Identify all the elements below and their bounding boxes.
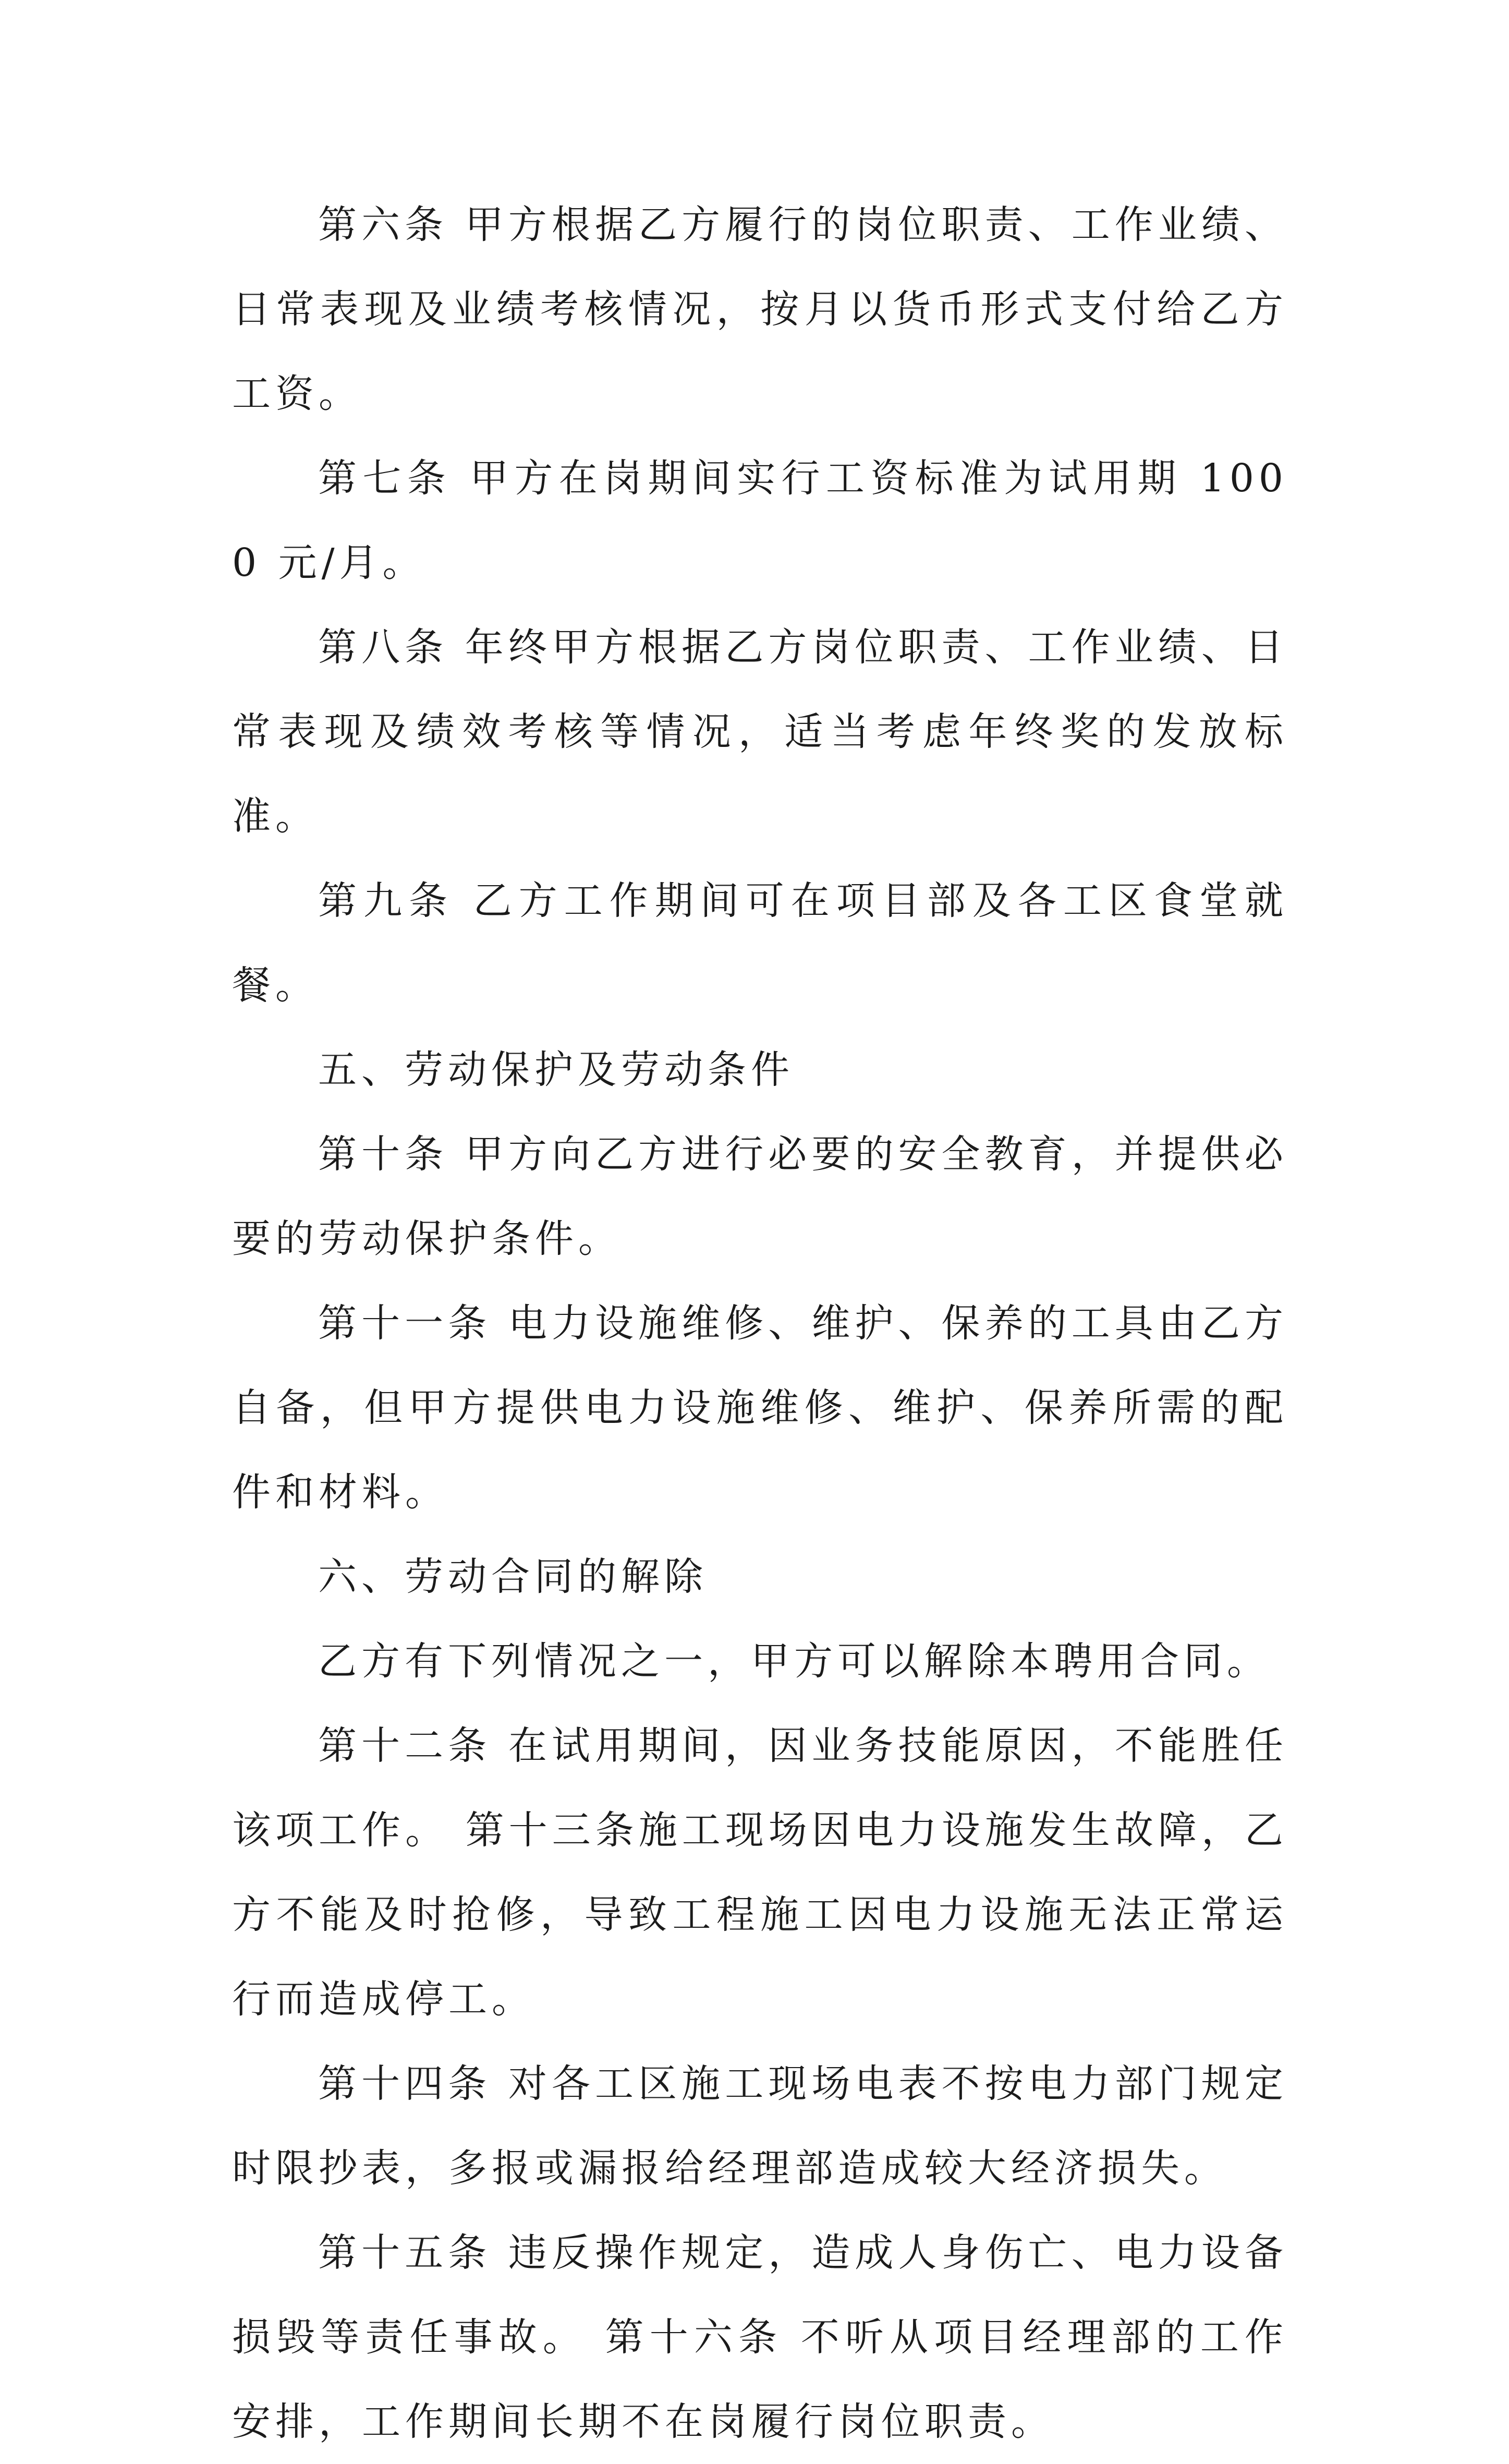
paragraph-article-10: 第十条 甲方向乙方进行必要的安全教育，并提供必要的劳动保护条件。 (232, 1132, 1288, 1261)
document-body (232, 183, 1288, 2464)
paragraph-article-8: 第八条 年终甲方根据乙方岗位职责、工作业绩、日常表现及绩效考核等情况，适当考虑年终奖的发放标准。 (232, 625, 1288, 839)
paragraph-article-12-13: 第十二条 在试用期间，因业务技能原因，不能胜任该项工作。 第十三条施工现场因电力设施发生故障，乙方不能及时抢修，导致工程施工因电力设施无法正常运行而造成停工。 (232, 1723, 1288, 2022)
paragraph-article-11: 第十一条 电力设施维修、维护、保养的工具由乙方自备，但甲方提供电力设施维修、维护、保养所需的配件和材料。 (232, 1301, 1288, 1515)
section-heading-contract-termination: 六、劳动合同的解除 (318, 1554, 708, 1599)
paragraph-article-14: 第十四条 对各工区施工现场电表不按电力部门规定时限抄表，多报或漏报给经理部造成较大经济损失。 (232, 2061, 1288, 2191)
paragraph-article-7: 第七条 甲方在岗期间实行工资标准为试用期 1000 元/月。 (232, 456, 1288, 585)
section-heading-labor-protection: 五、劳动保护及劳动条件 (318, 1047, 794, 1092)
paragraph-termination-intro: 乙方有下列情况之一，甲方可以解除本聘用合同。 (318, 1639, 1270, 1684)
paragraph-article-15-16: 第十五条 违反操作规定，造成人身伤亡、电力设备损毁等责任事故。 第十六条 不听从项目经理部的工作安排，工作期间长期不在岗履行岗位职责。 (232, 2230, 1288, 2444)
paragraph-article-9: 第九条 乙方工作期间可在项目部及各工区食堂就餐。 (232, 878, 1288, 1008)
paragraph-article-6: 第六条 甲方根据乙方履行的岗位职责、工作业绩、日常表现及业绩考核情况，按月以货币形式支付给乙方工资。 (232, 202, 1288, 416)
